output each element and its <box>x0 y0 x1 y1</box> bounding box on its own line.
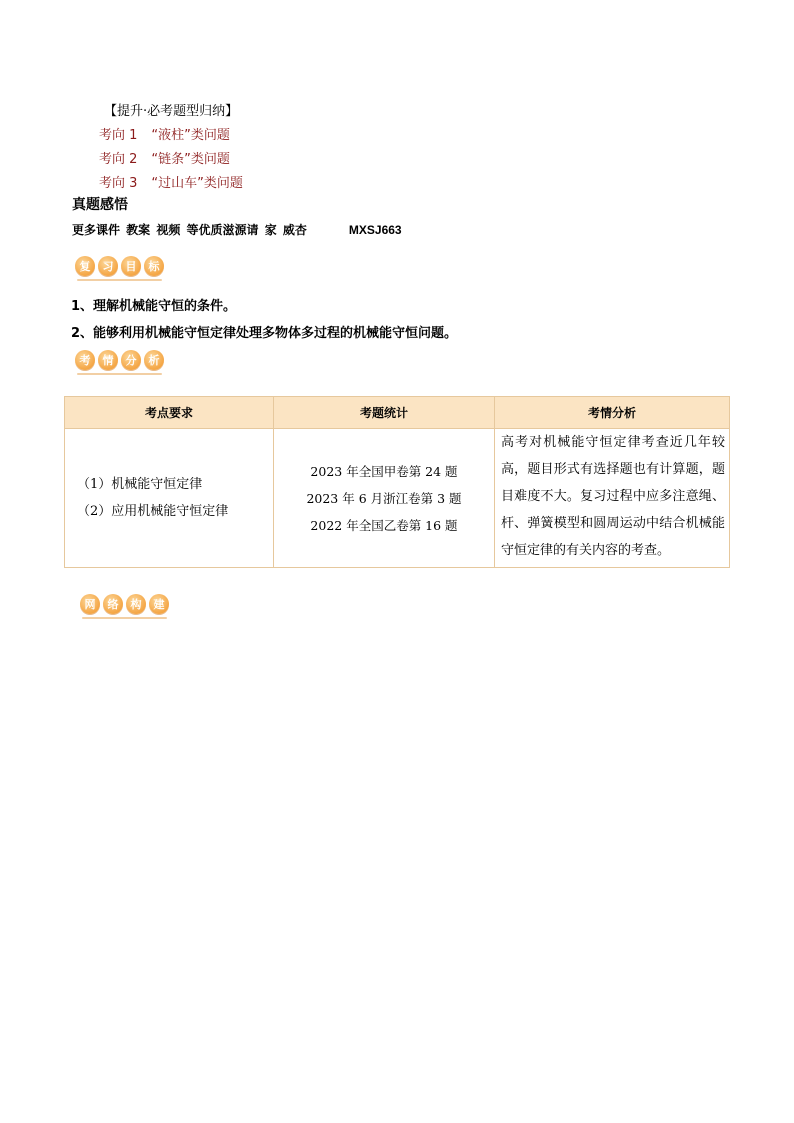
direction-topic: “液柱”类问题 <box>151 128 230 143</box>
analysis-cell: 高考对机械能守恒定律考查近几年较高，题目形式有选择题也有计算题，题目难度不大。复习过程中应多注意绳、杆、弹簧模型和圆周运动中结合机械能守恒定律的有关内容的考查。 <box>495 429 730 568</box>
badge-char: 析 <box>144 350 164 370</box>
requirement-item: （1）机械能守恒定律 <box>77 477 203 492</box>
direction-label: 考向 1 <box>99 128 138 143</box>
exam-analysis-table <box>64 396 730 568</box>
direction-topic: “过山车”类问题 <box>151 176 243 191</box>
requirement-item: （2）应用机械能守恒定律 <box>77 504 229 519</box>
badge-underline <box>77 373 162 375</box>
badge-char: 目 <box>121 256 141 276</box>
table-header: 考点要求 <box>65 397 274 429</box>
review-goals-badge <box>75 256 164 276</box>
table-row <box>65 429 730 568</box>
outline-heading: 【提升·必考题型归纳】 <box>104 104 239 119</box>
badge-char: 分 <box>121 350 141 370</box>
direction-topic: “链条”类问题 <box>151 152 230 167</box>
promo-line <box>72 221 402 238</box>
badge-char: 考 <box>75 350 95 370</box>
table-header: 考题统计 <box>274 397 495 429</box>
goal-item: 2、能够利用机械能守恒定律处理多物体多过程的机械能守恒问题。 <box>71 326 458 341</box>
stat-item: 2023 年全国甲卷第 24 题 <box>310 463 458 479</box>
promo-text: 更多课件 教案 视频 等优质滋源请 家 威杏 <box>72 223 307 237</box>
direction-item <box>99 148 230 167</box>
goal-item: 1、理解机械能守恒的条件。 <box>71 299 237 314</box>
direction-label: 考向 3 <box>99 176 138 191</box>
table-header: 考情分析 <box>495 397 730 429</box>
badge-char: 复 <box>75 256 95 276</box>
badge-char: 标 <box>144 256 164 276</box>
direction-item <box>99 172 243 191</box>
stat-item: 2023 年 6 月浙江卷第 3 题 <box>306 490 462 506</box>
badge-underline <box>77 279 162 281</box>
table-header-row <box>65 397 730 429</box>
badge-char: 建 <box>149 594 169 614</box>
section-real-exam: 真题感悟 <box>72 197 128 213</box>
badge-char: 络 <box>103 594 123 614</box>
requirements-cell <box>65 429 274 568</box>
promo-code: MXSJ663 <box>348 223 402 237</box>
direction-label: 考向 2 <box>99 152 138 167</box>
badge-char: 情 <box>98 350 118 370</box>
stats-cell <box>274 429 495 568</box>
badge-char: 网 <box>80 594 100 614</box>
badge-char: 习 <box>98 256 118 276</box>
network-badge <box>80 594 169 614</box>
stat-item: 2022 年全国乙卷第 16 题 <box>310 517 458 533</box>
exam-analysis-badge <box>75 350 164 370</box>
badge-char: 构 <box>126 594 146 614</box>
badge-underline <box>82 617 167 619</box>
direction-item <box>99 124 230 143</box>
